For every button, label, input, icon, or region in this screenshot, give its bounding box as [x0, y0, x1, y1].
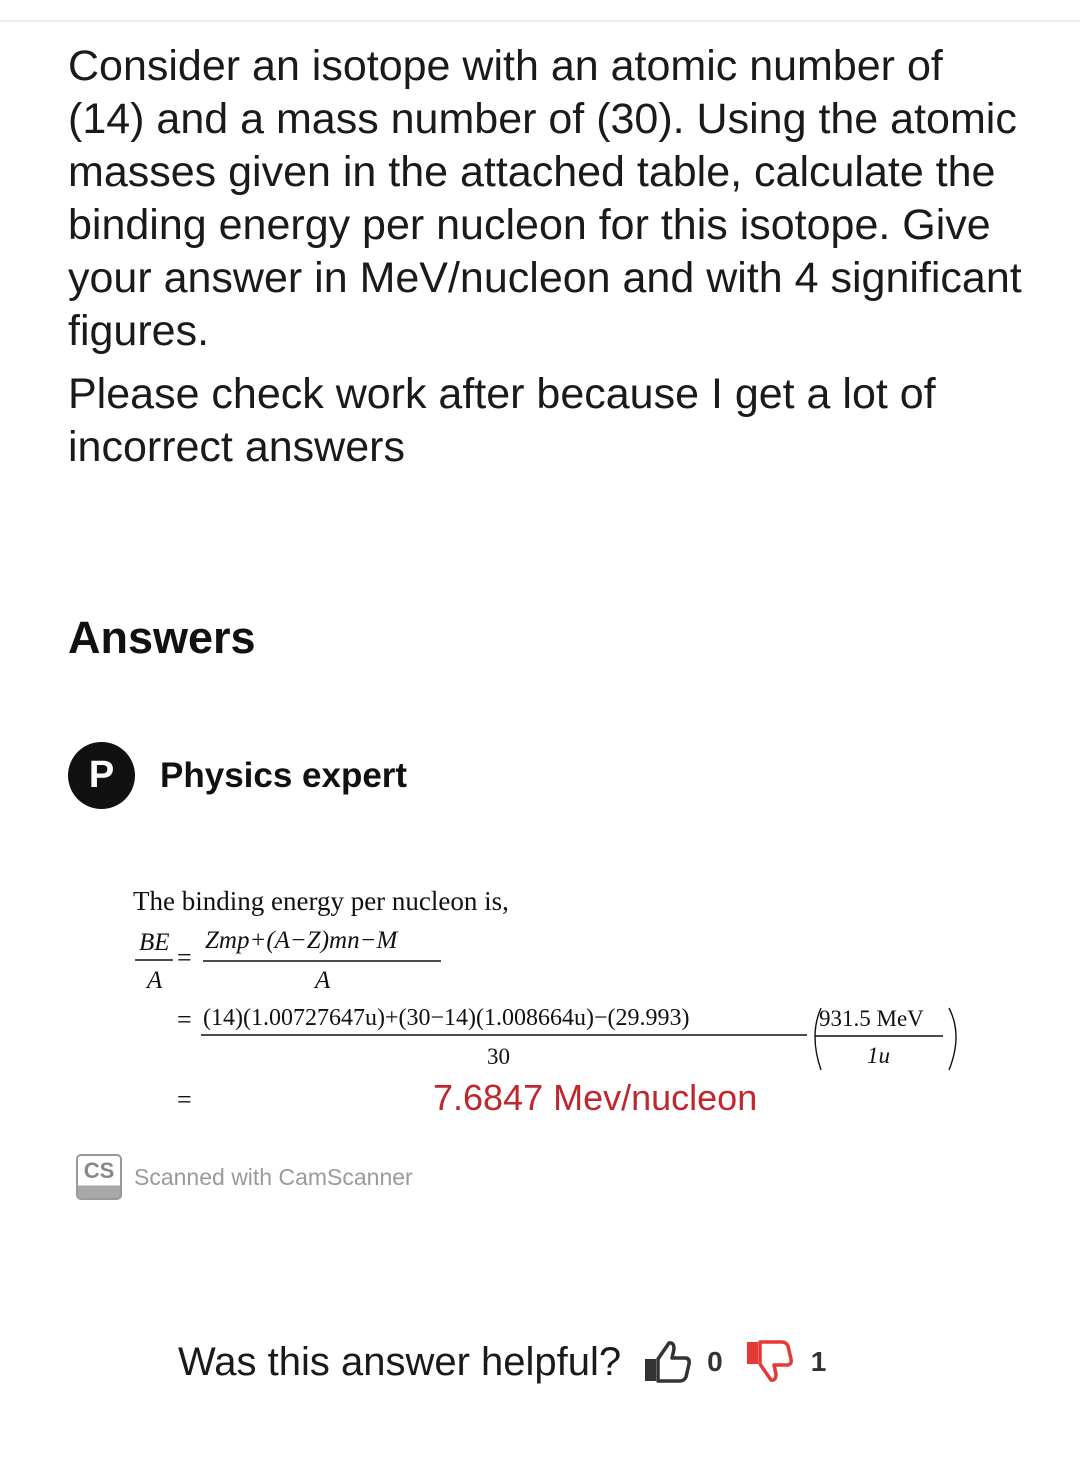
subst-denominator: 30 [487, 1044, 510, 1069]
question-note: Please check work after because I get a lot of incorrect answers [68, 370, 936, 471]
avatar: P [68, 742, 135, 809]
formula-numerator: Zmp+(A−Z)mn−M [205, 927, 398, 954]
svg-text:=: = [177, 943, 192, 972]
solution-intro: The binding energy per nucleon is, [133, 886, 509, 916]
conversion-numerator: 931.5 MeV [819, 1006, 924, 1031]
feedback-bar [178, 1336, 826, 1388]
answer-author[interactable] [68, 742, 407, 809]
question-text: Consider an isotope with an atomic number of (14) and a mass number of (30). Using the atomic masses given in the attached table, calculate the binding energy per nucleon for this isotope. Give your answer in MeV/nucleon and with 4 significant figures. [68, 42, 1022, 355]
svg-text:=: = [177, 1005, 192, 1034]
dislikes-count: 1 [810, 1346, 827, 1377]
formula-denominator: A [315, 967, 331, 994]
subst-numerator: (14)(1.00727647u)+(30−14)(1.008664u)−(29.993) [203, 1005, 690, 1031]
author-name: Physics expert [160, 755, 408, 795]
svg-text:=: = [177, 1085, 192, 1114]
thumbs-up-icon[interactable] [643, 1337, 693, 1387]
thumbs-down-icon[interactable] [745, 1336, 797, 1388]
lhs-denominator: A [147, 967, 163, 994]
camscanner-logo: CS [76, 1154, 122, 1200]
question-block [68, 40, 1028, 474]
camscanner-watermark [76, 1154, 413, 1200]
solution-image [125, 880, 975, 1130]
feedback-prompt: Was this answer helpful? [178, 1339, 622, 1384]
top-divider [0, 20, 1080, 22]
camscanner-text: Scanned with CamScanner [134, 1163, 413, 1190]
likes-count: 0 [707, 1346, 723, 1377]
result-value: 7.6847 Mev/nucleon [433, 1077, 758, 1118]
conversion-denominator: 1u [867, 1043, 890, 1068]
answers-heading: Answers [68, 612, 256, 663]
lhs-numerator: BE [139, 929, 170, 956]
